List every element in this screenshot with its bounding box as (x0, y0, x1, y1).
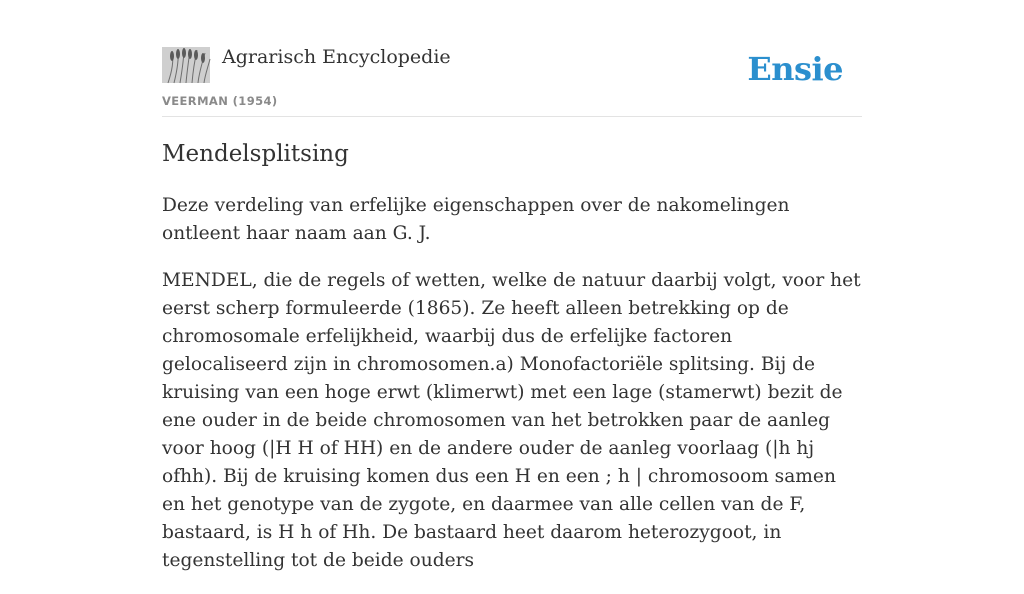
article-title: Mendelsplitsing (162, 141, 349, 167)
source-header (162, 40, 862, 117)
source-subtitle: VEERMAN (1954) (162, 94, 278, 108)
ensie-brand-link[interactable]: Ensie (747, 50, 843, 88)
article-paragraph: MENDEL, die de regels of wetten, welke de natuur daarbij volgt, voor het eerst scherp formuleerde (1865). Ze heeft alleen betrekking op de chromosomale erfelijkheid, waarbij dus de erfelijke factoren gelocaliseerd zijn in chromosomen.a) Monofactoriële splitsing. Bij de kruising van een hoge erwt (klimerwt) met een lage (stamerwt) bezit de ene ouder in de beide chromosomen van het betrokken paar de aanleg voor hoog (|H H of HH) en de andere ouder de aanleg voorlaag (|h hj ofhh). Bij de kruising komen dus een H en een ; h | chromosoom samen en het genotype van de zygote, en daarmee van alle cellen van de F, bastaard, is H h of Hh. De bastaard heet daarom heterozygoot, in tegenstelling tot de beide ouders (162, 270, 861, 571)
wheat-ears-icon[interactable] (162, 47, 210, 83)
article-paragraph: Deze verdeling van erfelijke eigenschappen over de nakomelingen ontleent haar naam aan G. J. (162, 195, 790, 244)
source-title[interactable]: Agrarisch Encyclopedie (222, 46, 451, 68)
article (162, 138, 862, 594)
